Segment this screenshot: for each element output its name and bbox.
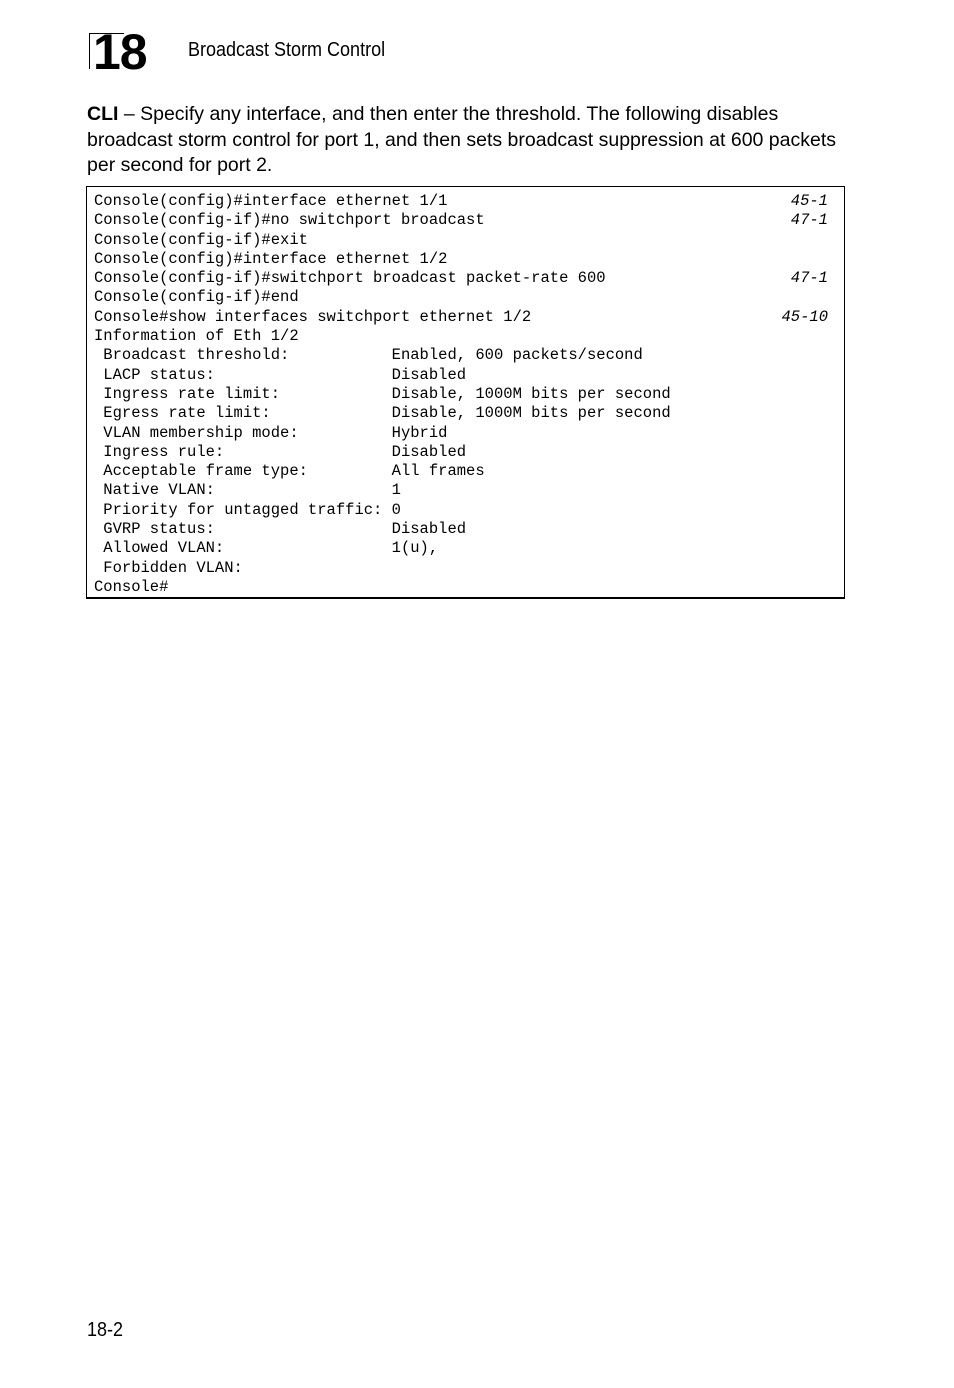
code-line-text: Console(config)#interface ethernet 1/1 (94, 192, 448, 210)
code-line-text: Ingress rule: Disabled (94, 442, 467, 461)
code-line-text: Egress rate limit: Disable, 1000M bits per second (94, 404, 671, 423)
code-line-text: Console(config-if)#switchport broadcast packet-rate 600 (94, 269, 606, 288)
code-line-text: Console(config)#interface ethernet 1/2 (94, 249, 448, 268)
code-line (94, 443, 828, 462)
intro-paragraph (87, 102, 847, 179)
code-line (94, 424, 828, 443)
code-line (94, 346, 828, 365)
page-reference: 45-1 (790, 192, 828, 210)
chapter-number: 18 (93, 24, 147, 80)
code-line-text: Console(config-if)#no switchport broadcast (94, 211, 485, 230)
code-line-text: Console# (94, 577, 169, 596)
page-reference: 45-10 (781, 307, 828, 326)
code-line-text: Information of Eth 1/2 (94, 327, 299, 346)
code-line-text: Native VLAN: 1 (94, 481, 401, 500)
code-line (94, 192, 828, 211)
code-line-text: Ingress rate limit: Disable, 1000M bits per second (94, 384, 671, 403)
code-lines (94, 192, 828, 597)
code-line-text: Allowed VLAN: 1(u), (94, 539, 439, 558)
page-reference: 47-1 (790, 211, 828, 230)
code-line (94, 308, 828, 327)
code-line-text: GVRP status: Disabled (94, 520, 467, 539)
code-line (94, 481, 828, 500)
code-line (94, 327, 828, 346)
code-line-text: Console(config-if)#exit (94, 230, 308, 249)
code-line (94, 501, 828, 520)
code-line-text: Priority for untagged traffic: 0 (94, 500, 401, 519)
code-line-text: Forbidden VLAN: (94, 558, 243, 577)
page-number: 18-2 (87, 1319, 124, 1341)
code-line (94, 366, 828, 385)
code-line-text: Broadcast threshold: Enabled, 600 packets/second (94, 346, 643, 365)
code-line (94, 578, 828, 597)
code-line-text: Acceptable frame type: All frames (94, 462, 485, 481)
code-line (94, 288, 828, 307)
code-line (94, 520, 828, 539)
code-example-box (86, 186, 845, 599)
chapter-title: Broadcast Storm Control (188, 39, 386, 61)
code-line (94, 250, 828, 269)
code-line (94, 211, 828, 230)
cli-label: CLI (87, 103, 119, 125)
code-line (94, 462, 828, 481)
code-line (94, 231, 828, 250)
code-line (94, 539, 828, 558)
code-line (94, 559, 828, 578)
code-line-text: LACP status: Disabled (94, 365, 467, 384)
page-reference: 47-1 (790, 269, 828, 288)
code-line-text: VLAN membership mode: Hybrid (94, 423, 448, 442)
code-line-text: Console(config-if)#end (94, 288, 299, 307)
code-line (94, 269, 828, 288)
code-line (94, 385, 828, 404)
intro-text: – Specify any interface, and then enter the threshold. The following disables broadcast storm control for port 1, and then sets broadcast suppression at 600 packets per second for port 2. (87, 103, 836, 176)
code-line-text: Console#show interfaces switchport ethernet 1/2 (94, 307, 532, 326)
code-line (94, 404, 828, 423)
